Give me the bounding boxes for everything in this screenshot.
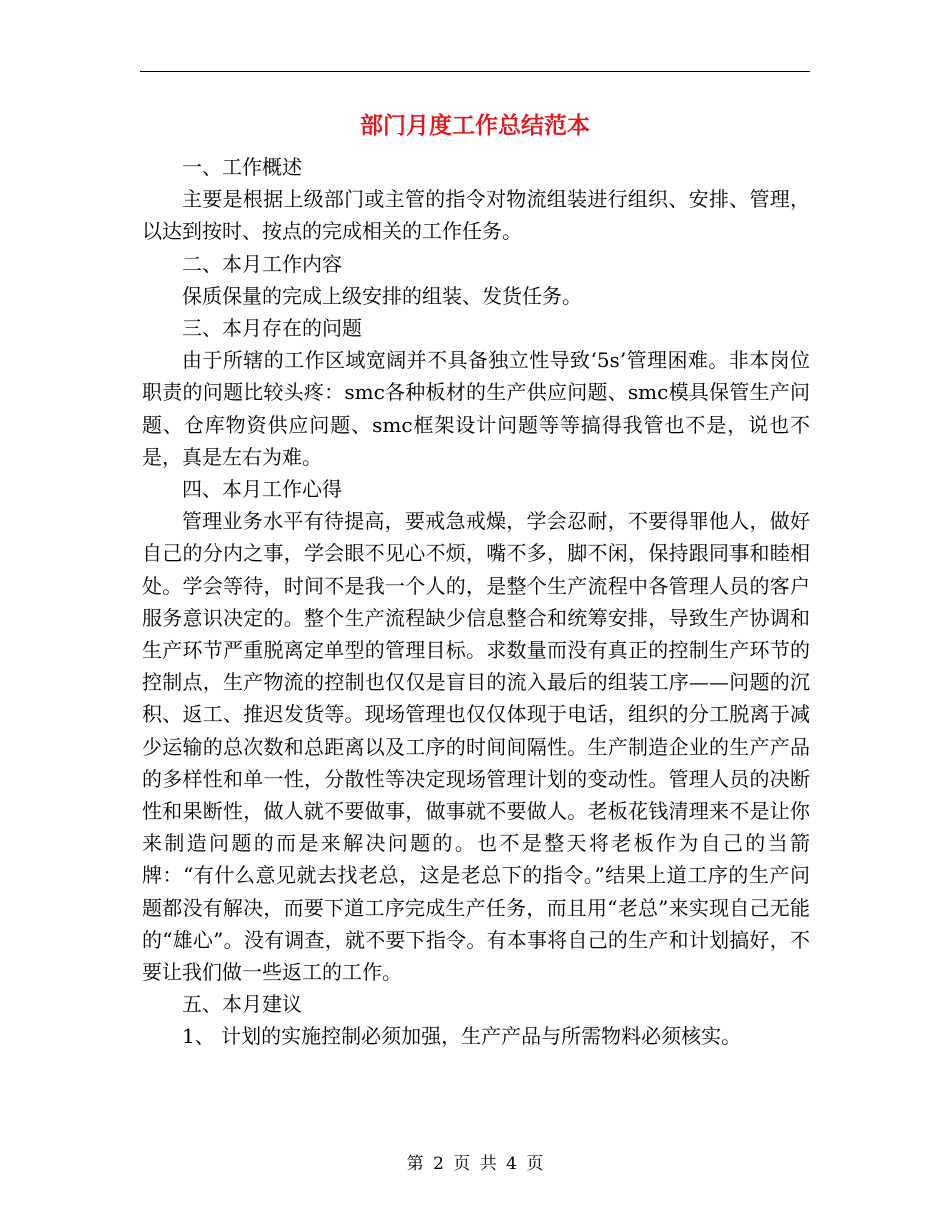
paragraph-suggestion-1: 1、 计划的实施控制必须加强，生产产品与所需物料必须核实。 — [182, 1024, 742, 1049]
paragraph-experience: 管理业务水平有待提高，要戒急戒燥，学会忍耐，不要得罪他人，做好自己的分内之事，学会眼不见心不烦，嘴不多，脚不闲，保持跟同事和睦相处。学会等待，时间不是我一个人的，是整个生产流程中各管理人员的客户服务意识决定的。整个生产流程缺少信息整合和统筹安排，导致生产协调和生产环节严重脱离定单型的管理目标。求数量而没有真正的控制生产环节的控制点，生产物流的控制也仅仅是盲目的流入最后的组装工序——问题的沉积、返工、推迟发货等。现场管理也仅仅体现于电话，组织的分工脱离于减少运输的总次数和总距离以及工序的时间间隔性。生产制造企业的生产产品的多样性和单一性，分散性等决定现场管理计划的变动性。管理人员的决断性和果断性，做人就不要做事，做事就不要做人。老板花钱清理来不是让你来制造问题的而是来解决问题的。也不是整天将老板作为自己的当箭牌：“有什么意见就去找老总，这是老总下的指令。”结果上道工序的生产问题都没有解决，而要下道工序完成生产任务，而且用“老总”来实现自己无能的“雄心”。没有调查，就不要下指令。有本事将自己的生产和计划搞好，不要让我们做一些返工的工作。 — [142, 509, 810, 985]
header-rule — [140, 71, 810, 72]
section-heading-content: 二、本月工作内容 — [182, 251, 342, 276]
section-heading-overview: 一、工作概述 — [182, 155, 302, 179]
document-title: 部门月度工作总结范本 — [360, 113, 590, 139]
paragraph-problems: 由于所辖的工作区域宽阔并不具备独立性导致‘5s’管理困难。非本岗位职责的问题比较头疼：smc各种板材的生产供应问题、smc模具保管生产问题、仓库物资供应问题、smc框架设计问题等等搞得我管也不是，说也不是，真是左右为难。 — [142, 348, 810, 469]
page-number-footer: 第 2 页 共 4 页 — [406, 1154, 544, 1174]
section-heading-experience: 四、本月工作心得 — [182, 477, 342, 502]
document-body — [142, 151, 810, 1053]
section-heading-suggestions: 五、本月建议 — [182, 992, 302, 1017]
paragraph-overview: 主要是根据上级部门或主管的指令对物流组装进行组织、安排、管理，以达到按时、按点的完成相关的工作任务。 — [142, 187, 810, 244]
paragraph-content: 保质保量的完成上级安排的组装、发货任务。 — [182, 283, 582, 308]
section-heading-problems: 三、本月存在的问题 — [182, 316, 362, 341]
